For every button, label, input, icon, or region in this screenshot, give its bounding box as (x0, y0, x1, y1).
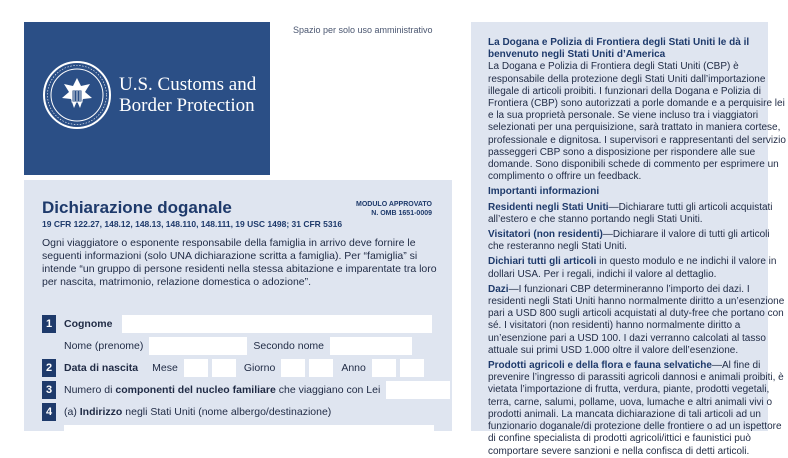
info-item-title: Dazi (488, 283, 509, 295)
welcome-heading: La Dogana e Polizia di Frontiera degli Stati Uniti le dà il benvenuto negli Stati Uniti d’America (488, 37, 750, 61)
info-item (488, 229, 788, 253)
omb-approval-line2: N. OMB 1651-0009 (371, 210, 432, 217)
indirizzo-label-post: negli Stati Uniti (nome albergo/destinazione) (122, 406, 332, 418)
mese-label: Mese (152, 362, 178, 374)
secondo-nome-label: Secondo nome (253, 340, 325, 352)
anno-input-1[interactable] (372, 359, 396, 377)
indirizzo-label-bold: Indirizzo (79, 406, 123, 418)
data-nascita-label: Data di nascita (64, 362, 139, 374)
info-item-text: —Dichiarare tutti gli articoli acquistati all’estero e che stanno portando negli Stati Uniti. (488, 201, 773, 225)
field-row-cognome (42, 314, 432, 334)
info-text (488, 37, 788, 458)
field-row-indirizzo (42, 402, 331, 422)
field-row-nome (42, 336, 412, 356)
info-item (488, 256, 788, 280)
componenti-label-post: che viaggiano con Lei (275, 384, 381, 396)
nome-input[interactable] (149, 337, 247, 355)
giorno-label: Giorno (243, 362, 276, 374)
info-item-title: Residenti negli Stati Uniti (488, 201, 609, 213)
field-number: 1 (42, 315, 56, 333)
secondo-nome-input[interactable] (330, 337, 412, 355)
anno-label: Anno (341, 362, 366, 374)
info-item (488, 202, 788, 226)
field-row-componenti (42, 380, 450, 400)
componenti-input[interactable] (386, 381, 450, 399)
form-title: Dichiarazione doganale (42, 198, 232, 217)
info-item-title: Visitatori (non residenti) (488, 229, 603, 241)
field-row-data-nascita (42, 358, 424, 378)
nome-label: Nome (prenome) (64, 340, 144, 352)
info-item-title: Dichiari tutti gli articoli (488, 256, 597, 268)
mese-input-1[interactable] (184, 359, 208, 377)
form-back-page (471, 22, 786, 457)
info-item-text: —I funzionari CBP determineranno l’importo dei dazi. I residenti negli Stati Uniti hanno normalmente diritto a un’esenzione pari a USD 800 sugli articoli acquistati al duty-free che portano con sé. I visitatori (non residenti) hanno normalmente diritto a un’esenzione pari a USD 100. I dazi verranno calcolati al tasso attuale sui primi USD 1.000 oltre il valore dell’esenzione. (488, 283, 785, 356)
form-intro-text: Ogni viaggiatore o esponente responsabile della famiglia in arrivo deve fornire le seguenti informazioni (solo UNA dichiarazione scritta a famiglia). Per “famiglia” si intende “un gruppo di persone residenti nella stessa abitazione e imparentate tra loro per nascita, matrimonio, relazione domestica o adozione”. (42, 237, 437, 288)
cfr-references: 19 CFR 122.27, 148.12, 148.13, 148.110, 148.111, 19 USC 1498; 31 CFR 5316 (42, 219, 343, 229)
info-item-text: in questo modulo e ne indichi il valore in dollari USA. Per i regali, indichi il valore al dettaglio. (488, 256, 777, 280)
cognome-input[interactable] (122, 315, 432, 333)
componenti-label (64, 384, 380, 396)
cbp-logo-block (24, 22, 270, 175)
cognome-label: Cognome (64, 318, 113, 330)
mese-input-2[interactable] (212, 359, 236, 377)
info-item (488, 360, 788, 458)
info-item-title: Prodotti agricoli e della flora e fauna selvatiche (488, 360, 712, 372)
cbp-seal-icon (42, 60, 112, 130)
field-number: 2 (42, 359, 56, 377)
indirizzo-label-pre: (a) (64, 406, 80, 418)
omb-approval (356, 200, 432, 218)
indirizzo-input[interactable] (64, 425, 434, 435)
field-number: 3 (42, 381, 56, 399)
info-item-text: —Dichiarare il valore di tutti gli articoli che resteranno negli Stati Uniti. (488, 229, 770, 253)
admin-use-note: Spazio per solo uso amministrativo (293, 25, 433, 35)
componenti-label-pre: Numero di (64, 384, 116, 396)
agency-name-line2: Border Protection (119, 95, 255, 116)
agency-name (119, 74, 269, 116)
componenti-label-bold: componenti del nucleo familiare (115, 384, 276, 396)
welcome-paragraph: La Dogana e Polizia di Frontiera degli Stati Uniti (CBP) è responsabile della protezione degli Stati Uniti dall’importazione illegale di articoli proibiti. I funzionari della Dogana e Polizia di Frontiera (CBP) sono autorizzati a porle domande e a perquisire lei e la sua proprietà personale. Se viene incluso tra i viaggiatori selezionati per una perquisizione, sarà trattato in maniera cortese, professionale e dignitosa. I supervisori e rappresentanti del servizio passeggeri CBP sono a disposizione per rispondere alle sue domande. Sono disponibili schede di commento per esprimere un complimento o offrire un feedback. (488, 61, 786, 183)
anno-input-2[interactable] (400, 359, 424, 377)
giorno-input-1[interactable] (281, 359, 305, 377)
info-item-text: —Al fine di prevenire l’ingresso di parassiti agricoli dannosi e animali proibiti, è vietata l’importazione di frutta, verdura, piante, prodotti vegetali, terra, carne, salumi, pollame, uova, lumache e altri animali vivi o prodotti animali. La mancata dichiarazione di tali articoli ad un funzionario doganale/di protezione delle frontiere o ad un ispettore di confine specialista di prodotti agricoli/ittici e faunistici può comportare severe sanzioni e nella confisca di detti articoli. (488, 360, 784, 457)
important-info-heading: Importanti informazioni (488, 186, 600, 198)
omb-approval-line1: MODULO APPROVATO (356, 201, 432, 208)
info-item (488, 284, 788, 357)
indirizzo-label (64, 406, 331, 418)
agency-name-line1: U.S. Customs and (119, 74, 257, 95)
field-number: 4 (42, 403, 56, 421)
declaration-form (24, 180, 452, 431)
giorno-input-2[interactable] (309, 359, 333, 377)
